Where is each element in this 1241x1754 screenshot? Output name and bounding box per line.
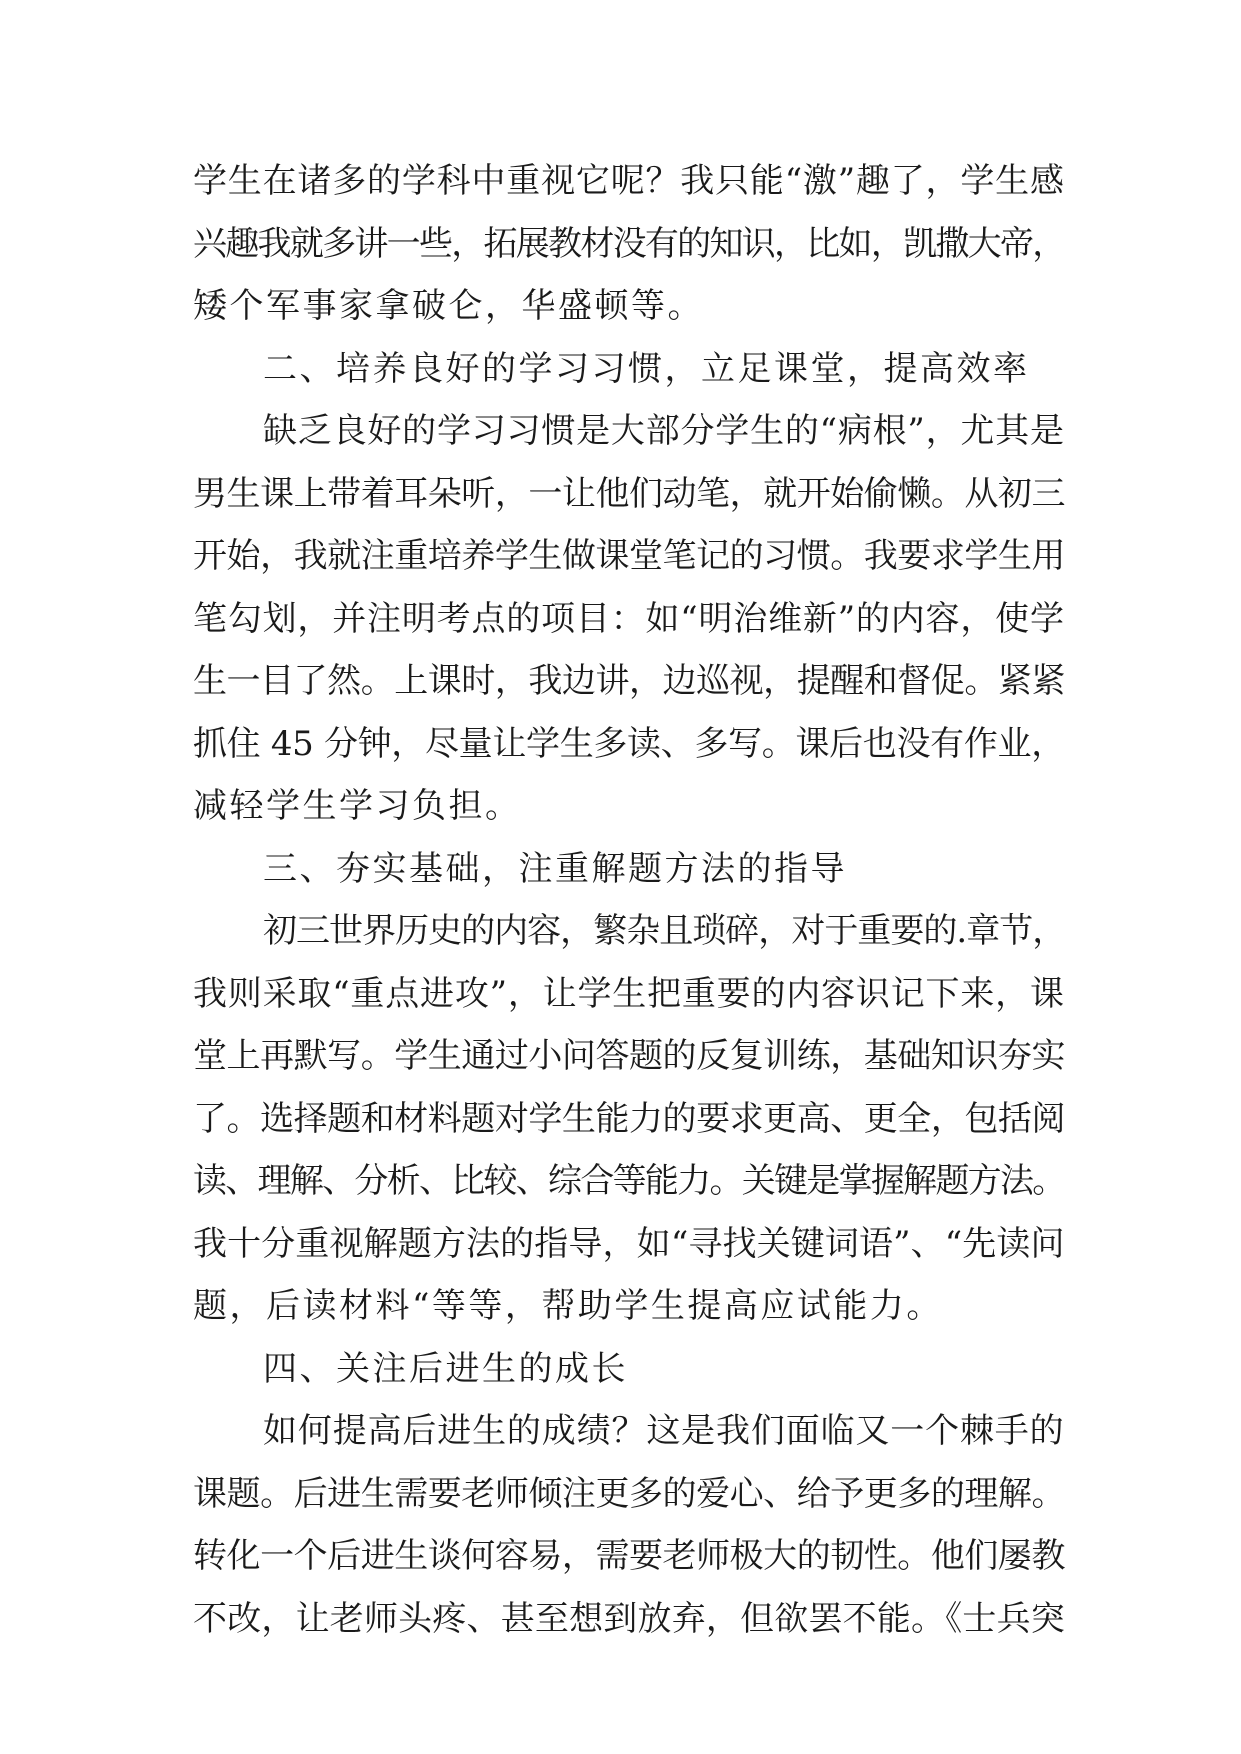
paragraph-start-line: 初三世界历史的内容，繁杂且琐碎，对于重要的.章节， (263, 911, 1066, 951)
text-line: 堂上再默写。学生通过小问答题的反复训练，基础知识夯实 (193, 1036, 1065, 1076)
document-body (193, 150, 1065, 1650)
text-line: 兴趣我就多讲一些，拓展教材没有的知识，比如，凯撒大帝， (193, 223, 1065, 264)
text-line: 课题。后进生需要老师倾注更多的爱心、给予更多的理解。 (193, 1473, 1065, 1514)
paragraph-start-line: 三、夯实基础，注重解题方法的指导 (263, 848, 847, 889)
text-line: 我则采取“重点进攻”，让学生把重要的内容识记下来，课 (193, 973, 1065, 1014)
paragraph-start-line: 四、关注后进生的成长 (263, 1348, 628, 1389)
text-line: 男生课上带着耳朵听，一让他们动笔，就开始偷懒。从初三 (193, 473, 1065, 514)
text-line: 转化一个后进生谈何容易，需要老师极大的韧性。他们屡教 (193, 1536, 1065, 1576)
paragraph-start-line: 二、培养良好的学习习惯，立足课堂，提高效率 (263, 348, 1030, 389)
text-line: 抓住 45 分钟，尽量让学生多读、多写。课后也没有作业， (193, 723, 1065, 764)
text-line: 我十分重视解题方法的指导，如“寻找关键词语”、“先读问 (193, 1223, 1065, 1264)
paragraph-start-line: 如何提高后进生的成绩？这是我们面临又一个棘手的 (263, 1411, 1065, 1451)
text-line: 矮个军事家拿破仑，华盛顿等。 (193, 286, 704, 326)
text-line: 减轻学生学习负担。 (193, 786, 522, 826)
text-line: 学生在诸多的学科中重视它呢？我只能“激”趣了，学生感 (193, 161, 1065, 201)
text-line: 题，后读材料“等等，帮助学生提高应试能力。 (193, 1286, 943, 1326)
text-line: 读、理解、分析、比较、综合等能力。关键是掌握解题方法。 (193, 1161, 1065, 1201)
text-line: 生一目了然。上课时，我边讲，边巡视，提醒和督促。紧紧 (193, 661, 1065, 701)
text-line: 开始，我就注重培养学生做课堂笔记的习惯。我要求学生用 (193, 536, 1065, 576)
paragraph-start-line: 缺乏良好的学习习惯是大部分学生的“病根”，尤其是 (263, 411, 1065, 451)
text-line: 了。选择题和材料题对学生能力的要求更高、更全，包括阅 (193, 1098, 1065, 1139)
text-line: 笔勾划，并注明考点的项目：如“明治维新”的内容，使学 (193, 598, 1065, 639)
text-line: 不改，让老师头疼、甚至想到放弃，但欲罢不能。《士兵突 (193, 1598, 1065, 1639)
